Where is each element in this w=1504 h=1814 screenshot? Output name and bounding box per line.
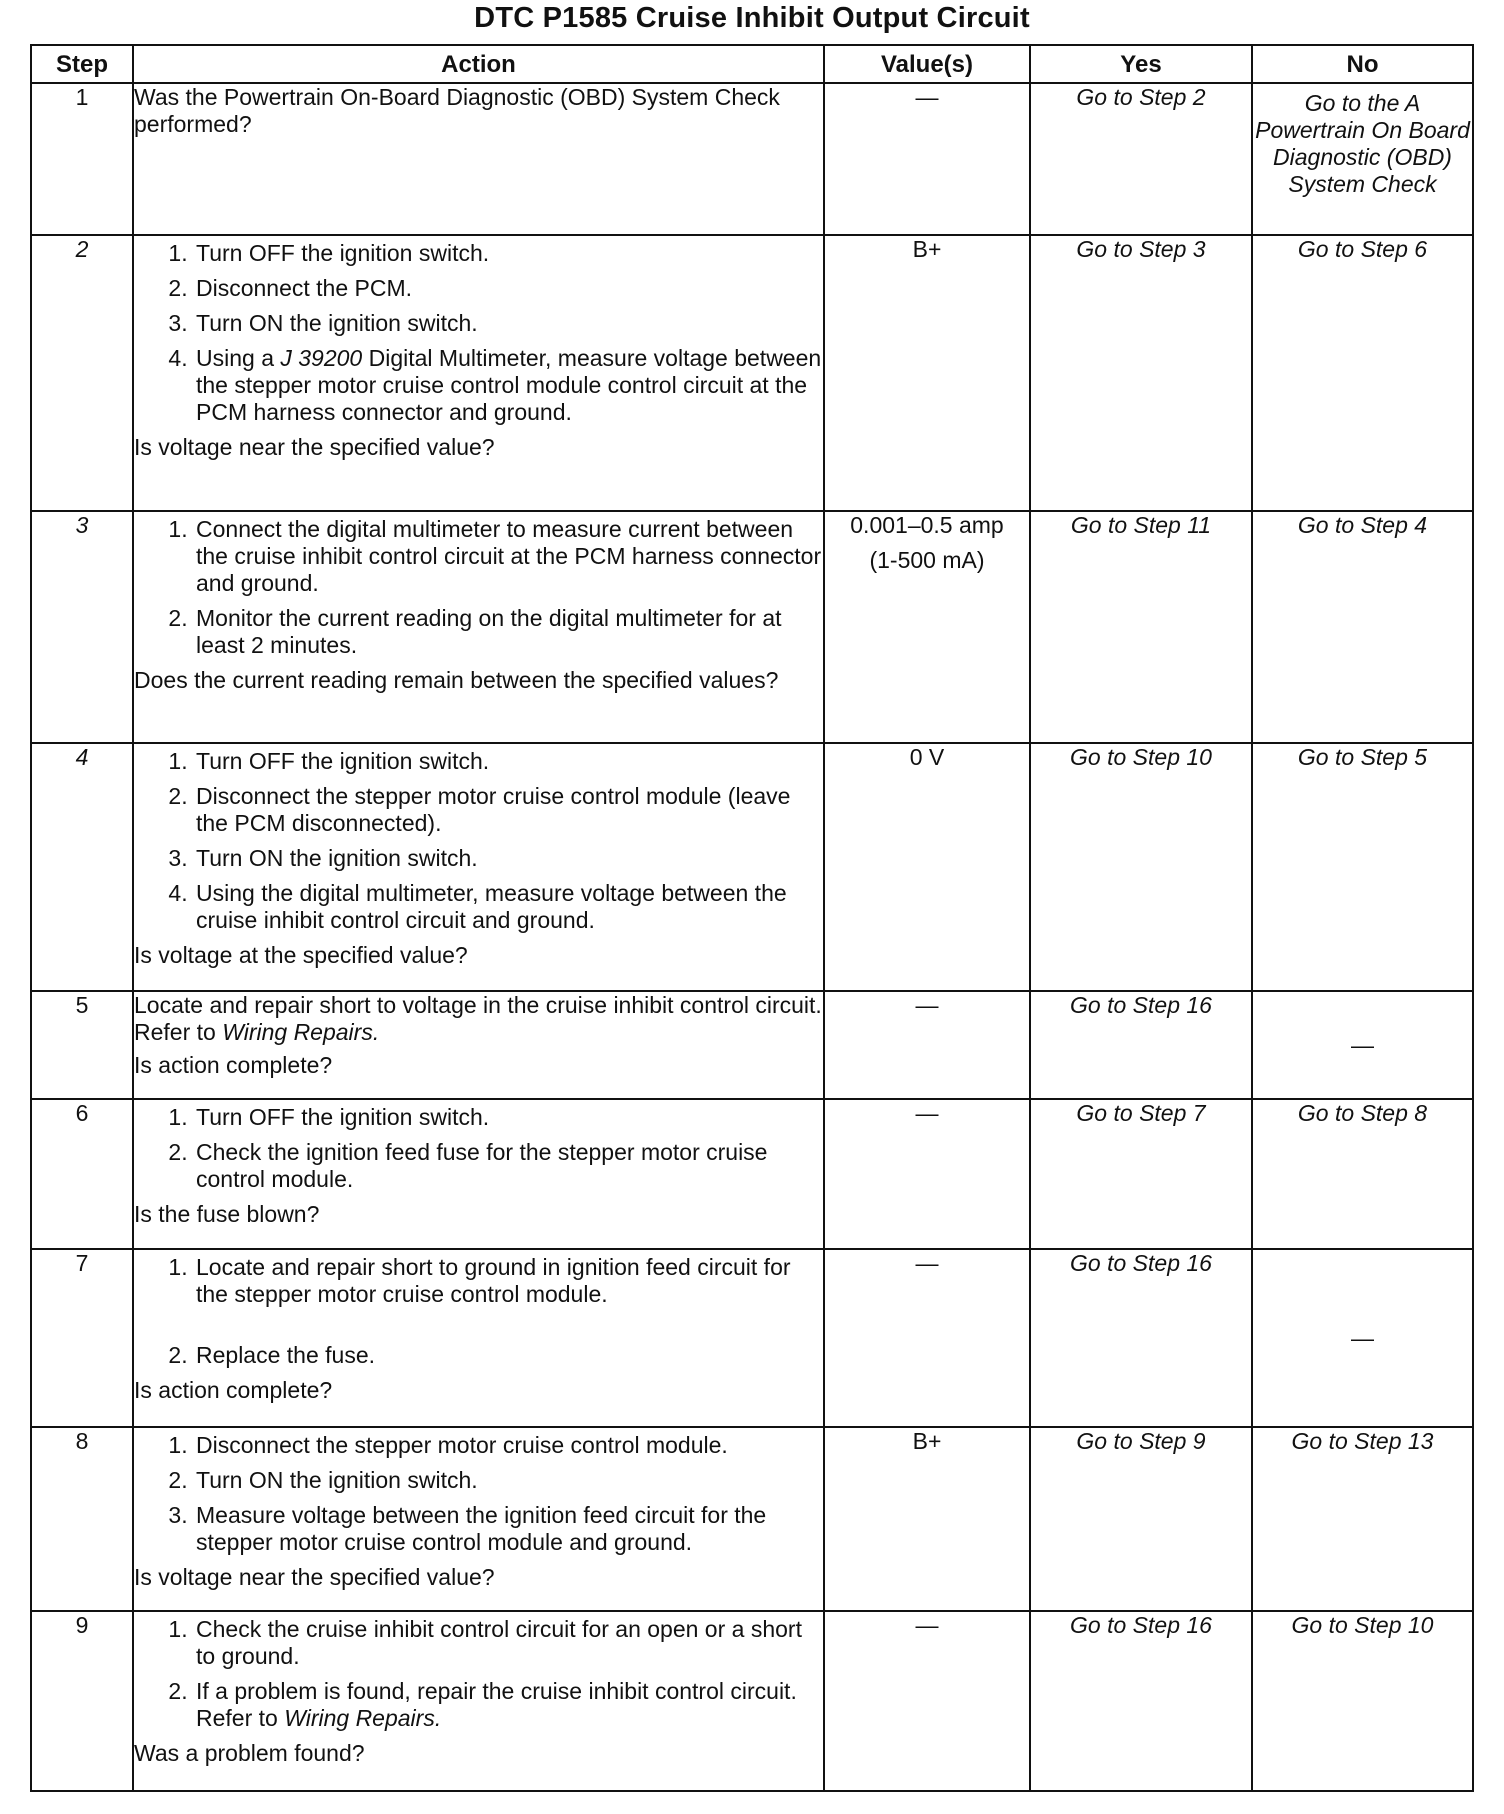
value-cell: —	[824, 83, 1030, 235]
step-number: 5	[31, 991, 133, 1099]
question-text: Is the fuse blown?	[134, 1201, 320, 1227]
action-list	[134, 516, 823, 659]
yes-cell: Go to Step 3	[1030, 235, 1252, 511]
yes-cell: Go to Step 9	[1030, 1427, 1252, 1611]
no-reference: A Powertrain On Board Diagnostic (OBD) System Check	[1255, 90, 1470, 197]
question-text: Is voltage near the specified value?	[134, 434, 495, 460]
value-cell: —	[824, 1099, 1030, 1249]
list-item: 2. Replace the fuse.	[194, 1342, 823, 1369]
action-text	[134, 992, 823, 1046]
question-text: Was a problem found?	[134, 1740, 365, 1766]
diagnostic-table	[30, 44, 1474, 1792]
no-cell: Go to Step 8	[1252, 1099, 1473, 1249]
tool-reference: J 39200	[280, 345, 363, 371]
list-item: 3. Turn ON the ignition switch.	[194, 845, 823, 872]
no-cell: Go to Step 5	[1252, 743, 1473, 991]
list-item-rest: Digital Multimeter, measure voltage between the stepper motor cruise control module control circuit at the PCM harness connector and ground.	[196, 345, 822, 425]
wiring-repairs-reference: Wiring Repairs.	[222, 1019, 380, 1045]
table-row	[31, 991, 1473, 1099]
no-cell: Go to Step 6	[1252, 235, 1473, 511]
table-row	[31, 511, 1473, 743]
table-row	[31, 1427, 1473, 1611]
value-cell: —	[824, 1249, 1030, 1427]
list-item-prefix: If a problem is found, repair the cruise inhibit control circuit. Refer to	[196, 1678, 797, 1731]
action-list	[134, 1616, 823, 1732]
no-cell: Go to Step 10	[1252, 1611, 1473, 1791]
no-cell: —	[1252, 991, 1473, 1099]
action-list	[134, 1432, 823, 1556]
list-item: 3. Turn ON the ignition switch.	[194, 310, 823, 337]
value-cell: 0 V	[824, 743, 1030, 991]
step-number: 6	[31, 1099, 133, 1249]
list-item: 1. Turn OFF the ignition switch.	[194, 1104, 823, 1131]
yes-cell: Go to Step 10	[1030, 743, 1252, 991]
yes-cell: Go to Step 11	[1030, 511, 1252, 743]
no-prefix: Go to the	[1304, 90, 1405, 116]
action-cell	[133, 1249, 824, 1427]
action-cell	[133, 511, 824, 743]
step-number: 2	[31, 235, 133, 511]
value-cell: —	[824, 991, 1030, 1099]
action-cell	[133, 1611, 824, 1791]
action-cell	[133, 743, 824, 991]
no-cell	[1252, 83, 1473, 235]
step-number: 7	[31, 1249, 133, 1427]
action-text-prefix: Locate and repair short to voltage in the cruise inhibit control circuit. Refer to	[134, 992, 822, 1045]
list-item: 2. Check the ignition feed fuse for the stepper motor cruise control module.	[194, 1139, 823, 1193]
list-item: 1. Locate and repair short to ground in ignition feed circuit for the stepper motor cruise control module.	[194, 1254, 823, 1308]
header-row	[31, 45, 1473, 83]
step-number: 1	[31, 83, 133, 235]
value-secondary: (1-500 mA)	[869, 547, 985, 573]
list-item: 2. Turn ON the ignition switch.	[194, 1467, 823, 1494]
list-item: 2. Disconnect the PCM.	[194, 275, 823, 302]
value-cell: —	[824, 1611, 1030, 1791]
list-item: 1. Disconnect the stepper motor cruise control module.	[194, 1432, 823, 1459]
step-number: 9	[31, 1611, 133, 1791]
action-list	[134, 240, 823, 426]
value-primary: 0.001–0.5 amp	[850, 512, 1004, 538]
action-cell	[133, 991, 824, 1099]
question-text: Is voltage near the specified value?	[134, 1564, 495, 1590]
action-cell	[133, 1099, 824, 1249]
header-no: No	[1252, 45, 1473, 83]
table-row	[31, 1611, 1473, 1791]
action-list	[134, 748, 823, 934]
action-cell	[133, 83, 824, 235]
step-number: 4	[31, 743, 133, 991]
yes-cell: Go to Step 7	[1030, 1099, 1252, 1249]
list-item: 1. Check the cruise inhibit control circuit for an open or a short to ground.	[194, 1616, 823, 1670]
table-row	[31, 743, 1473, 991]
no-cell: Go to Step 4	[1252, 511, 1473, 743]
list-item: 1. Turn OFF the ignition switch.	[194, 748, 823, 775]
step-number: 8	[31, 1427, 133, 1611]
list-item	[194, 345, 823, 426]
question-text: Is voltage at the specified value?	[134, 942, 468, 968]
no-cell: —	[1252, 1249, 1473, 1427]
list-item: 1. Connect the digital multimeter to measure current between the cruise inhibit control circuit at the PCM harness connector and ground.	[194, 516, 823, 597]
question-text: Does the current reading remain between the specified values?	[134, 667, 779, 693]
header-action: Action	[133, 45, 824, 83]
value-cell	[824, 511, 1030, 743]
list-item: 2. Monitor the current reading on the digital multimeter for at least 2 minutes.	[194, 605, 823, 659]
yes-cell: Go to Step 16	[1030, 1611, 1252, 1791]
action-list	[134, 1104, 823, 1193]
table-row	[31, 83, 1473, 235]
question-text: Is action complete?	[134, 1052, 333, 1078]
action-text: Was the Powertrain On-Board Diagnostic (OBD) System Check performed?	[134, 84, 780, 137]
table-row	[31, 1099, 1473, 1249]
action-cell	[133, 235, 824, 511]
action-cell	[133, 1427, 824, 1611]
list-item	[194, 1678, 823, 1732]
no-cell: Go to Step 13	[1252, 1427, 1473, 1611]
document-title: DTC P1585 Cruise Inhibit Output Circuit	[474, 2, 1030, 34]
list-item: 2. Disconnect the stepper motor cruise control module (leave the PCM disconnected).	[194, 783, 823, 837]
yes-cell: Go to Step 16	[1030, 1249, 1252, 1427]
wiring-repairs-reference: Wiring Repairs.	[284, 1705, 442, 1731]
value-cell: B+	[824, 235, 1030, 511]
value-cell: B+	[824, 1427, 1030, 1611]
list-item: 4. Using the digital multimeter, measure voltage between the cruise inhibit control circuit and ground.	[194, 880, 823, 934]
header-value: Value(s)	[824, 45, 1030, 83]
list-item-prefix: Using a	[196, 345, 281, 371]
action-list	[134, 1254, 823, 1369]
header-step: Step	[31, 45, 133, 83]
question-text: Is action complete?	[134, 1377, 333, 1403]
step-number: 3	[31, 511, 133, 743]
header-yes: Yes	[1030, 45, 1252, 83]
list-item: 1. Turn OFF the ignition switch.	[194, 240, 823, 267]
list-item: 3. Measure voltage between the ignition feed circuit for the stepper motor cruise control module and ground.	[194, 1502, 823, 1556]
yes-cell: Go to Step 2	[1030, 83, 1252, 235]
table-row	[31, 235, 1473, 511]
yes-cell: Go to Step 16	[1030, 991, 1252, 1099]
table-row	[31, 1249, 1473, 1427]
